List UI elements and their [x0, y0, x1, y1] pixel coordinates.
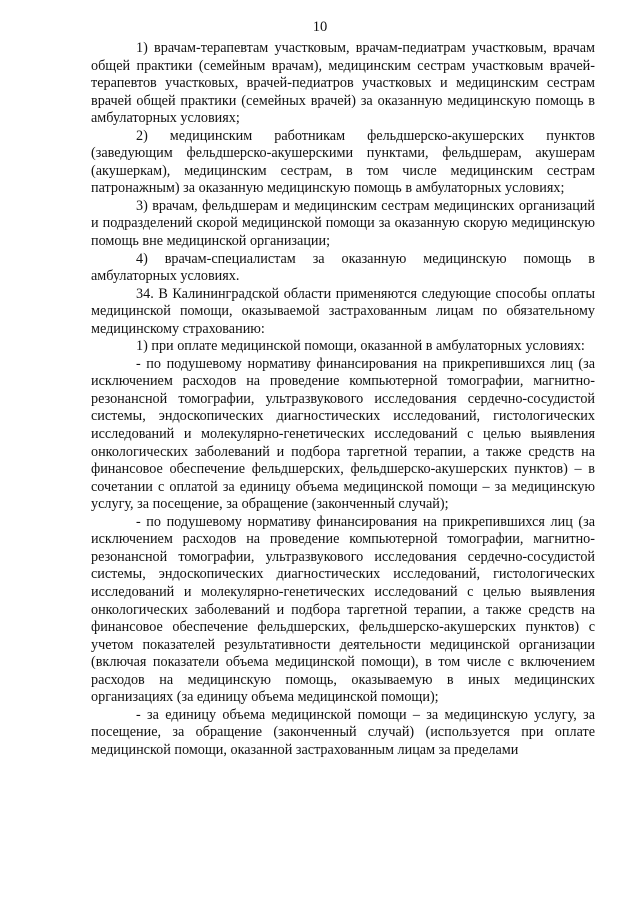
bullet-per-capita-performance: - по подушевому нормативу финансирования на прикрепившихся лиц (за исключением расходов на проведение компьютерной томографии, магнитно-резонансной томографии, ультразвукового исследования сердечно-сосудистой системы, эндоскопических диагностических исследований, гистологических исследований и молекулярно-генетических исследований с целью выявления онкологических заболеваний и подбора таргетной терапии, а также средств на финансовое обеспечение фельдшерских, фельдшерско-акушерских пунктов) с учетом показателей результативности деятельности медицинской организации (включая показатели объема медицинской помощи), в том числе с включением расходов на медицинскую помощь, оказываемую в иных медицинских организациях (за единицу объема медицинской помощи);: [91, 513, 595, 706]
document-body: [91, 40, 595, 759]
section-34-paragraph: 34. В Калининградской области применяются следующие способы оплаты медицинской помощи, оказываемой застрахованным лицам по обязательному медицинскому страхованию:: [91, 285, 595, 337]
bullet-per-unit-volume: - за единицу объема медицинской помощи – за медицинскую услугу, за посещение, за обращение (законченный случай) (используется при оплате медицинской помощи, оказанной застрахованным лицам за пределами: [91, 706, 595, 758]
bullet-per-capita-combined: - по подушевому нормативу финансирования на прикрепившихся лиц (за исключением расходов на проведение компьютерной томографии, магнитно-резонансной томографии, ультразвукового исследования сердечно-сосудистой системы, эндоскопических диагностических исследований, гистологических исследований и молекулярно-генетических исследований с целью выявления онкологических заболеваний и подбора таргетной терапии, а также средств на финансовое обеспечение фельдшерских, фельдшерско-акушерских пунктов) – в сочетании с оплатой за единицу объема медицинской помощи – за медицинскую услугу, за посещение, за обращение (законченный случай);: [91, 355, 595, 513]
list-item-specialists: 4) врачам-специалистам за оказанную медицинскую помощь в амбулаторных условиях.: [91, 250, 595, 285]
list-item-outpatient-payment: 1) при оплате медицинской помощи, оказанной в амбулаторных условиях:: [136, 338, 585, 355]
list-item-ambulance-staff: 3) врачам, фельдшерам и медицинским сестрам медицинских организаций и подразделений скорой медицинской помощи за оказанную скорую медицинскую помощь вне медицинской организации;: [91, 197, 595, 250]
list-item-feldsher-stations: 2) медицинским работникам фельдшерско-акушерских пунктов (заведующим фельдшерско-акушерскими пунктами, фельдшерам, акушерам (акушеркам), медицинским сестрам, в том числе медицинским сестрам патронажным) за оказанную медицинскую помощь в амбулаторных условиях;: [91, 127, 595, 197]
page-number: 10: [312, 19, 328, 35]
list-item-physicians-district: 1) врачам-терапевтам участковым, врачам-педиатрам участковым, врачам общей практики (семейным врачам), медицинским сестрам участковым врачей-терапевтов участковых, врачей-педиатров участковых и медицинским сестрам врачей общей практики (семейных врачей) за оказанную медицинскую помощь в амбулаторных условиях;: [91, 40, 595, 127]
